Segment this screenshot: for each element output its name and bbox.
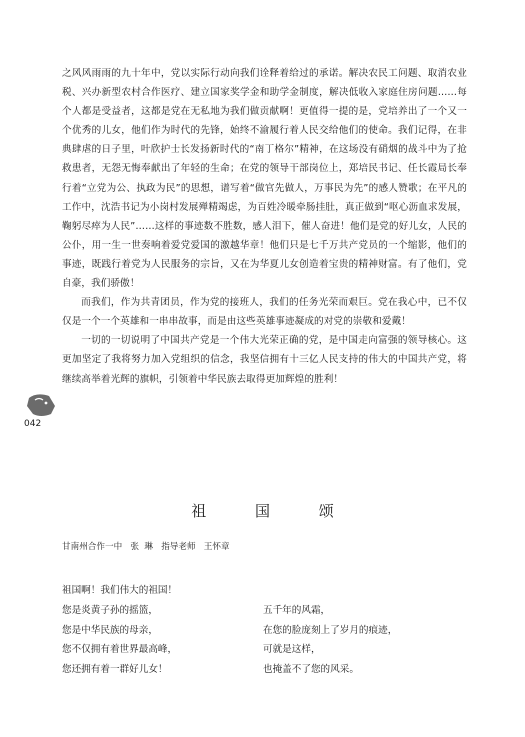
page-number: 042 (24, 419, 42, 429)
poem-line: 在您的脸庞刻上了岁月的痕迹， (263, 624, 398, 636)
poem-left-column (62, 601, 177, 680)
poem-line: 您不仅拥有着世界最高峰， (62, 644, 178, 656)
essay-body (62, 64, 467, 389)
poem-line: 可就是这样， (263, 644, 321, 656)
essay-paragraph: 之风风雨雨的九十年中，党以实际行动向我们诠释着给过的承诺。解决农民工问题、取消农业税、兴办新型农村合作医疗、建立国家奖学金和助学金制度，解决低收入家庭住房问题……每个人都是受益者，这都是党在无私地为我们做贡献啊！更值得一提的是，党培养出了一个又一个优秀的儿女，他们作为时代的先锋，始终不渝履行着人民交给他们的使命。我们记得，在非典肆虐的日子里，叶欣护士长发扬新时代的“南丁格尔”精神，在这场没有硝烟的战斗中为了抢救患者，无怨无悔奉献出了年轻的生命；在党的领导干部岗位上，郑培民书记、任长霞局长奉行着“立党为公、执政为民”的思想，谱写着“做官先做人，万事民为先”的感人赞歌；在平凡的工作中，沈浩书记为小岗村发展殚精竭虑，为百姓冷暖牵肠挂肚，真正做到“呕心沥血求发展，鞠躬尽瘁为人民”……这样的事迹数不胜数，感人泪下，催人奋进！他们是党的好儿女，人民的公仆，用一生一世奏响着爱党爱国的激越华章！他们只是七千万共产党员的一个缩影，他们的事迹，既践行着党为人民服务的宗旨，又在为华夏儿女创造着宝贵的精神财富。有了他们，党自豪，我们骄傲！ (62, 68, 467, 290)
poem-opening-line: 祖国啊！我们伟大的祖国！ (62, 585, 178, 596)
poem-line: 您是中华民族的母亲， (62, 624, 158, 636)
poem-line: 也掩盖不了您的风采。 (263, 664, 359, 676)
poem-line: 五千年的风霜， (263, 605, 331, 616)
poem-line: 您还拥有着一群好儿女！ (62, 664, 168, 676)
essay-paragraph: 而我们，作为共青团员，作为党的接班人，我们的任务光荣而艰巨。党在我心中，已不仅仅是一个一个英雄和一串串故事，而是由这些英雄事迹凝成的对党的崇敬和爱戴！ (62, 297, 467, 328)
poem-byline: 甘南州合作一中 张 琳 指导老师 王怀章 (62, 542, 230, 552)
poem-line: 您是炎黄子孙的摇篮， (62, 605, 158, 616)
poem-title: 祖 国 颂 (191, 502, 356, 520)
poem-right-column (263, 601, 397, 680)
essay-paragraph: 一切的一切说明了中国共产党是一个伟大光荣正确的党，是中国走向富强的领导核心。这更加坚定了我将努力加入党组织的信念，我坚信拥有十三亿人民支持的伟大的中国共产党，将继续高举着光辉的旗帜，引领着中华民族去取得更加辉煌的胜利！ (62, 335, 467, 385)
